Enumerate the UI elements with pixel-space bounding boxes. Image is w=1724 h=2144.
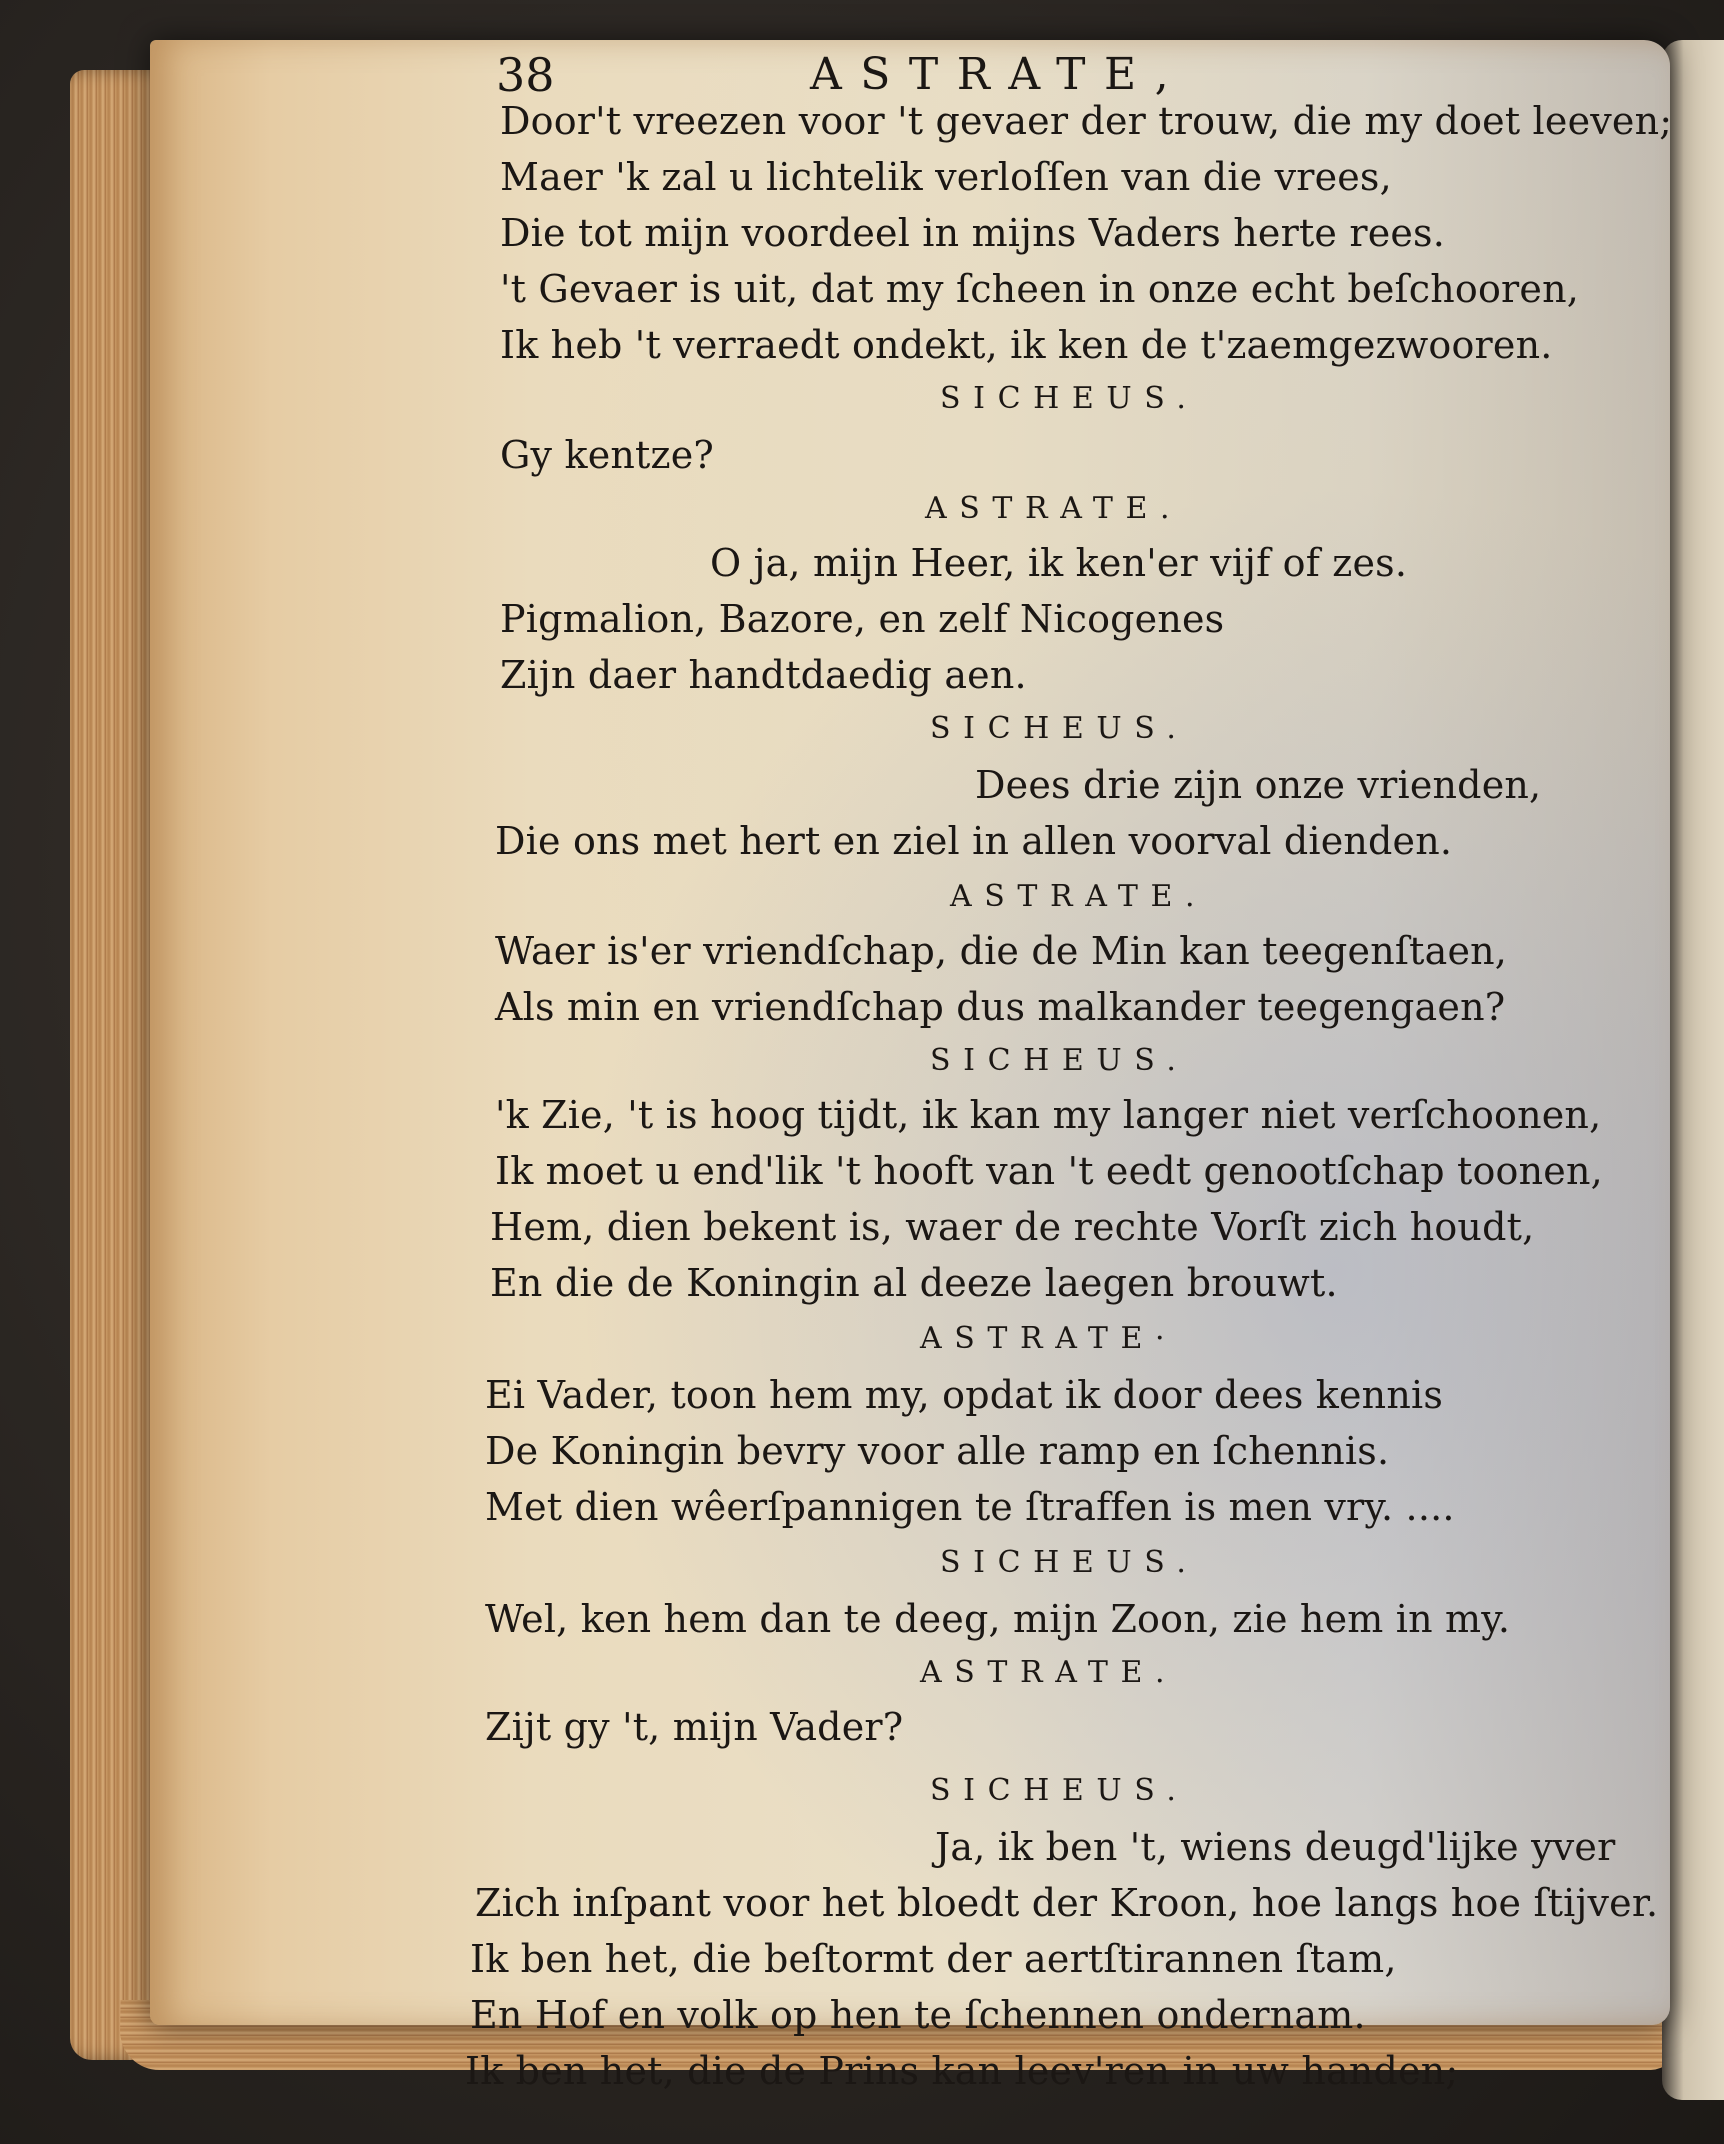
verse-line: Door't vreezen voor 't gevaer der trouw, die my doet leeven;	[500, 99, 1673, 143]
verse-line: De Koningin bevry voor alle ramp en ſchennis.	[485, 1429, 1390, 1473]
verse-line: En die de Koningin al deeze laegen brouwt.	[490, 1261, 1338, 1305]
verse-line: Ei Vader, toon hem my, opdat ik door dees kennis	[485, 1373, 1444, 1417]
verse-line: Pigmalion, Bazore, en zelf Nicogenes	[500, 597, 1225, 641]
verse-line: 't Gevaer is uit, dat my ſcheen in onze echt beſchooren,	[500, 267, 1580, 311]
verse-line: Ik ben het, die beſtormt der aertſtirannen ſtam,	[470, 1937, 1397, 1981]
verse-line: Die tot mijn voordeel in mijns Vaders herte rees.	[500, 211, 1446, 255]
speaker-heading: ASTRATE.	[950, 879, 1208, 914]
verse-line: Als min en vriendſchap dus malkander teegengaen?	[495, 985, 1506, 1029]
verse-line: Ik heb 't verraedt ondekt, ik ken de t'zaemgezwooren.	[500, 323, 1553, 367]
verse-line: Ik moet u end'lik 't hooft van 't eedt genootſchap toonen,	[495, 1149, 1603, 1193]
verse-line: Zich inſpant voor het bloedt der Kroon, hoe langs hoe ſtijver.	[475, 1881, 1659, 1925]
speaker-heading: SICHEUS.	[930, 1043, 1189, 1078]
verse-line: Waer is'er vriendſchap, die de Min kan teegenſtaen,	[495, 929, 1508, 973]
verse-line: Ik ben het, die de Prins kan leev'ren in uw handen;	[465, 2049, 1459, 2093]
book-page	[150, 40, 1673, 2093]
verse-line: Maer 'k zal u lichtelik verloſſen van die vrees,	[500, 155, 1392, 199]
verse-line: Met dien wêerſpannigen te ſtraffen is men vry. ....	[485, 1485, 1455, 1529]
speaker-heading: SICHEUS.	[930, 711, 1189, 746]
verse-line: Zijt gy 't, mijn Vader?	[485, 1705, 904, 1749]
verse-line: En Hof en volk op hen te ſchennen ondernam.	[470, 1993, 1366, 2037]
verse-line: Ja, ik ben 't, wiens deugd'lijke yver	[935, 1825, 1616, 1869]
verse-line: Hem, dien bekent is, waer de rechte Vorſt zich houdt,	[490, 1205, 1535, 1249]
facing-page	[1662, 40, 1724, 2100]
verse-line: Dees drie zijn onze vrienden,	[975, 763, 1542, 807]
speaker-heading: SICHEUS.	[930, 1773, 1189, 1808]
page-number: 38	[496, 48, 555, 102]
speaker-heading: SICHEUS.	[940, 381, 1199, 416]
running-header	[310, 40, 1650, 102]
verse-line: O ja, mijn Heer, ik ken'er vijf of zes.	[710, 541, 1408, 585]
speaker-heading: ASTRATE·	[920, 1321, 1178, 1356]
speaker-heading: ASTRATE.	[920, 1655, 1178, 1690]
running-title: ASTRATE,	[810, 49, 1188, 100]
speaker-heading: SICHEUS.	[940, 1545, 1199, 1580]
speaker-heading: ASTRATE.	[925, 491, 1183, 526]
verse-line: Die ons met hert en ziel in allen voorval dienden.	[495, 819, 1453, 863]
page-text-block	[310, 40, 1673, 2093]
verse-line: Gy kentze?	[500, 433, 714, 477]
verse-line: Zijn daer handtdaedig aen.	[500, 653, 1027, 697]
verse-line: 'k Zie, 't is hoog tijdt, ik kan my langer niet verſchoonen,	[495, 1093, 1602, 1137]
verse-line: Wel, ken hem dan te deeg, mijn Zoon, zie hem in my.	[485, 1597, 1511, 1641]
